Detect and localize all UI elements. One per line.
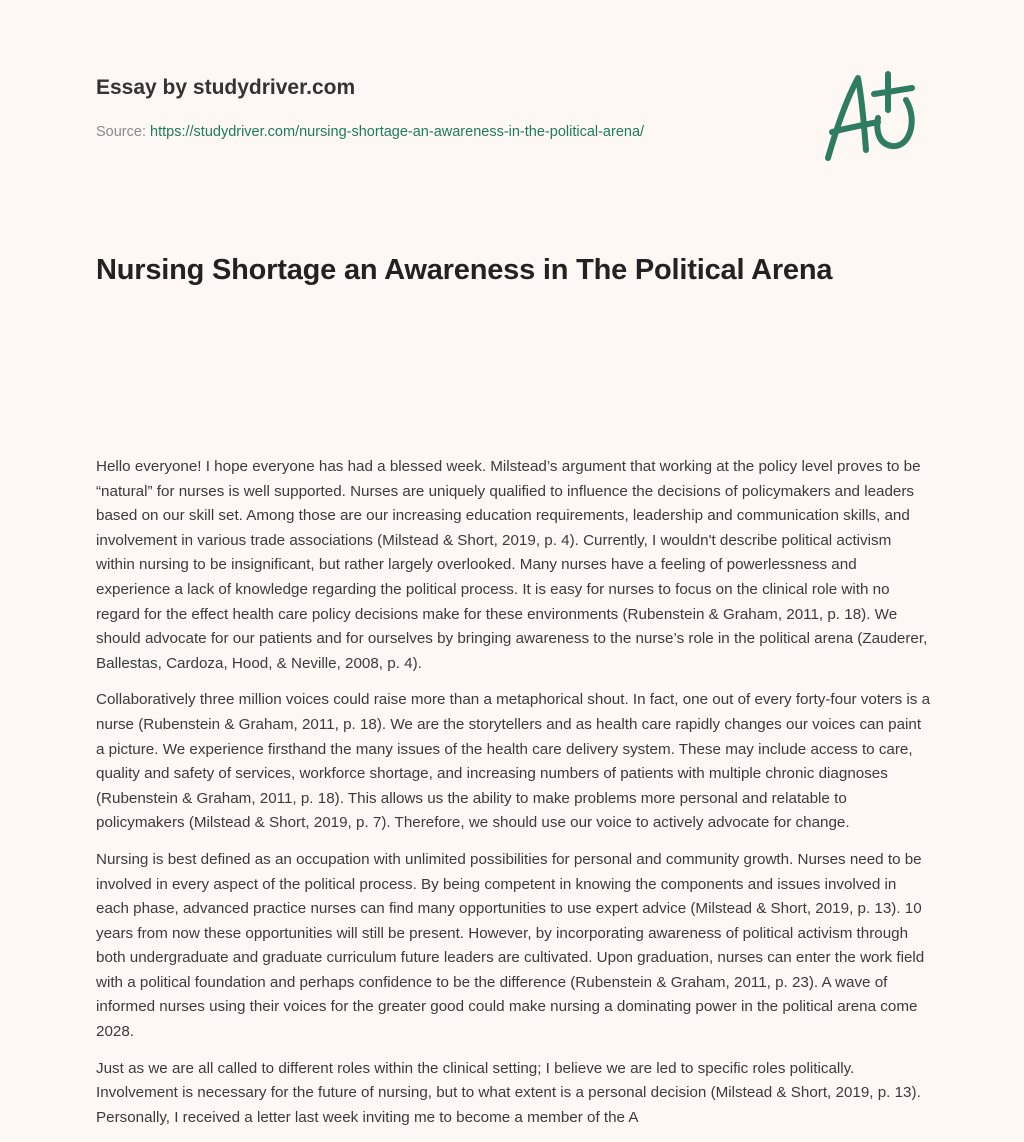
- site-brand: Essay by studydriver.com: [96, 76, 356, 99]
- article-body: [96, 455, 932, 1142]
- paragraph: Hello everyone! I hope everyone has had a blessed week. Milstead’s argument that working at the policy level proves to be “natural” for nurses is well supported. Nurses are uniquely qualified to influence the decisions of policymakers and leaders based on our skill set. Among those are our increasing education requirements, leadership and communication skills, and involvement in various trade associations (Milstead & Short, 2019, p. 4). Currently, I wouldn't describe political activism within nursing to be insignificant, but rather largely overlooked. Many nurses have a feeling of powerlessness and experience a lack of knowledge regarding the political process. It is easy for nurses to focus on the clinical role with no regard for the effect health care policy decisions make for these environments (Rubenstein & Graham, 2011, p. 18). We should advocate for our patients and for ourselves by bringing awareness to the nurse’s role in the political arena (Zauderer, Ballestas, Cardoza, Hood, & Neville, 2008, p. 4).: [96, 458, 928, 672]
- source-label: Source:: [96, 124, 146, 140]
- paragraph: Collaboratively three million voices could raise more than a metaphorical shout. In fact, one out of every forty-four voters is a nurse (Rubenstein & Graham, 2011, p. 18). We are the storytellers and as health care rapidly changes our voices can paint a picture. We experience firsthand the many issues of the health care delivery system. These may include access to care, quality and safety of services, workforce shortage, and increasing numbers of patients with multiple chronic diagnoses (Rubenstein & Graham, 2011, p. 18). This allows us the ability to make problems more personal and relatable to policymakers (Milstead & Short, 2019, p. 7). Therefore, we should use our voice to actively advocate for change.: [96, 691, 931, 832]
- source-link[interactable]: https://studydriver.com/nursing-shortage-an-awareness-in-the-political-arena/: [150, 124, 645, 140]
- paragraph: Nursing is best defined as an occupation with unlimited possibilities for personal and community growth. Nurses need to be involved in every aspect of the political process. By being competent in knowing the components and issues involved in each phase, advanced practice nurses can find many opportunities to use expert advice (Milstead & Short, 2019, p. 13). 10 years from now these opportunities will still be present. However, by incorporating awareness of political activism through both undergraduate and graduate curriculum future leaders are cultivated. Upon graduation, nurses can enter the work field with a political foundation and perhaps confidence to be the difference (Rubenstein & Graham, 2011, p. 23). A wave of informed nurses using their voices for the greater good could make nursing a dominating power in the political arena come 2028.: [96, 850, 925, 1041]
- page-title: Nursing Shortage an Awareness in The Political Arena: [96, 254, 833, 286]
- a-plus-logo-icon: [818, 70, 928, 165]
- paragraph: Just as we are all called to different roles within the clinical setting; I believe we are led to specific roles politically. Involvement is necessary for the future of nursing, but to what extent is a personal decision (Milstead & Short, 2019, p. 13). Personally, I received a letter last week inviting me to become a member of the A: [96, 1059, 921, 1126]
- source-line: [96, 124, 644, 140]
